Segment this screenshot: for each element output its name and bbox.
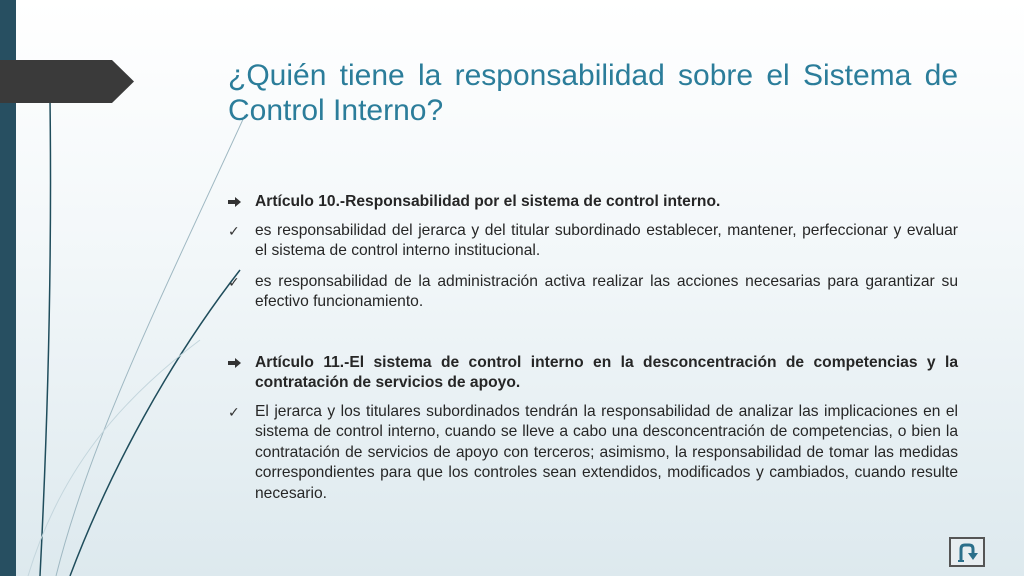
article-10-point-2-text: es responsabilidad de la administración activa realizar las acciones necesarias para garantizar su efectivo funcionamiento.	[255, 272, 958, 310]
article-10-heading-text: Artículo 10.-Responsabilidad por el sistema de control interno.	[255, 193, 721, 210]
section-spacer	[228, 323, 958, 353]
slide-content	[228, 192, 958, 514]
article-10-heading	[228, 192, 958, 213]
article-11-point-1	[228, 402, 958, 505]
checkmark-icon: ✓	[228, 273, 240, 290]
article-11-heading-text: Artículo 11.-El sistema de control interno en la desconcentración de competencias y la contratación de servicios de apoyo.	[255, 353, 958, 391]
checkmark-icon: ✓	[228, 222, 240, 239]
title-banner-arrow	[0, 60, 134, 103]
article-11-point-1-text: El jerarca y los titulares subordinados tendrán la responsabilidad de analizar las implicaciones en el sistema de control interno, cuando se lleve a cabo una desconcentración de competencias, o bien la contratación de servicios de apoyo con terceros; asimismo, la responsabilidad de tomar las medidas correspondientes para que los controles sean extendidos, modificados y cambiados, cuando resulte necesario.	[255, 402, 958, 502]
slide-title: ¿Quién tiene la responsabilidad sobre el Sistema de Control Interno?	[228, 59, 958, 127]
arrow-bullet-icon	[228, 353, 246, 374]
article-10-point-1	[228, 221, 958, 262]
arrow-bullet-icon	[228, 192, 246, 213]
checkmark-icon: ✓	[228, 403, 240, 420]
return-arrow-icon	[955, 541, 979, 563]
article-11-heading	[228, 353, 958, 394]
return-button[interactable]	[949, 537, 985, 567]
article-10-point-2	[228, 272, 958, 313]
article-10-point-1-text: es responsabilidad del jerarca y del titular subordinado establecer, mantener, perfeccionar y evaluar el sistema de control interno institucional.	[255, 221, 958, 259]
